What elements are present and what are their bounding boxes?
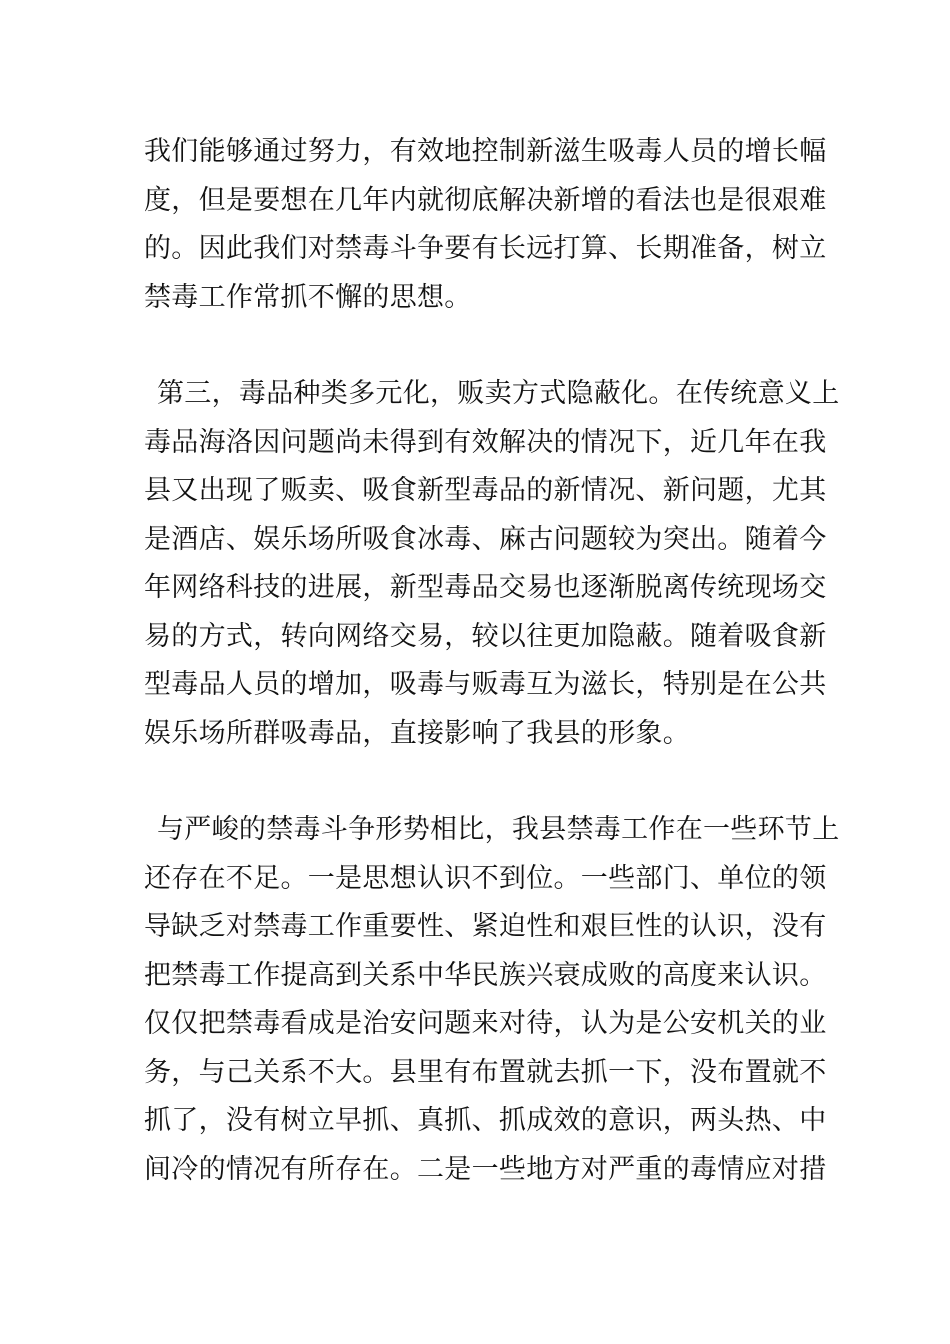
text-line: 仅仅把禁毒看成是治安问题来对待，认为是公安机关的业 bbox=[144, 1008, 827, 1039]
text-line: 我们能够通过努力，有效地控制新滋生吸毒人员的增长幅 bbox=[144, 136, 827, 167]
text-line: 禁毒工作常抓不懈的思想。 bbox=[144, 281, 472, 313]
text-line: 务，与己关系不大。县里有布置就去抓一下，没布置就不 bbox=[144, 1056, 827, 1088]
text-line: 第三，毒品种类多元化，贩卖方式隐蔽化。在传统意义上 bbox=[157, 378, 840, 409]
text-line: 与严峻的禁毒斗争形势相比，我县禁毒工作在一些环节上 bbox=[157, 814, 840, 845]
paragraph-3 bbox=[144, 806, 840, 1194]
text-line: 易的方式，转向网络交易，较以往更加隐蔽。随着吸食新 bbox=[144, 620, 827, 652]
text-line: 把禁毒工作提高到关系中华民族兴衰成败的高度来认识。 bbox=[144, 959, 827, 991]
text-line: 毒品海洛因问题尚未得到有效解决的情况下，近几年在我 bbox=[144, 426, 827, 458]
text-line: 型毒品人员的增加，吸毒与贩毒互为滋长，特别是在公共 bbox=[144, 669, 827, 700]
paragraph-2 bbox=[144, 370, 840, 758]
paragraph-1 bbox=[144, 128, 827, 322]
text-line: 还存在不足。一是思想认识不到位。一些部门、单位的领 bbox=[144, 862, 827, 894]
text-line: 县又出现了贩卖、吸食新型毒品的新情况、新问题，尤其 bbox=[144, 475, 827, 506]
text-line: 导缺乏对禁毒工作重要性、紧迫性和艰巨性的认识，没有 bbox=[144, 911, 827, 942]
text-line: 娱乐场所群吸毒品，直接影响了我县的形象。 bbox=[144, 717, 690, 749]
text-line: 的。因此我们对禁毒斗争要有长远打算、长期准备，树立 bbox=[144, 233, 827, 264]
text-line: 度，但是要想在几年内就彻底解决新增的看法也是很艰难 bbox=[144, 184, 827, 216]
text-line: 年网络科技的进展，新型毒品交易也逐渐脱离传统现场交 bbox=[144, 572, 827, 603]
text-line: 是酒店、娱乐场所吸食冰毒、麻古问题较为突出。随着今 bbox=[144, 523, 827, 555]
text-line: 间冷的情况有所存在。二是一些地方对严重的毒情应对措 bbox=[144, 1153, 827, 1185]
text-line: 抓了，没有树立早抓、真抓、抓成效的意识，两头热、中 bbox=[144, 1105, 827, 1136]
